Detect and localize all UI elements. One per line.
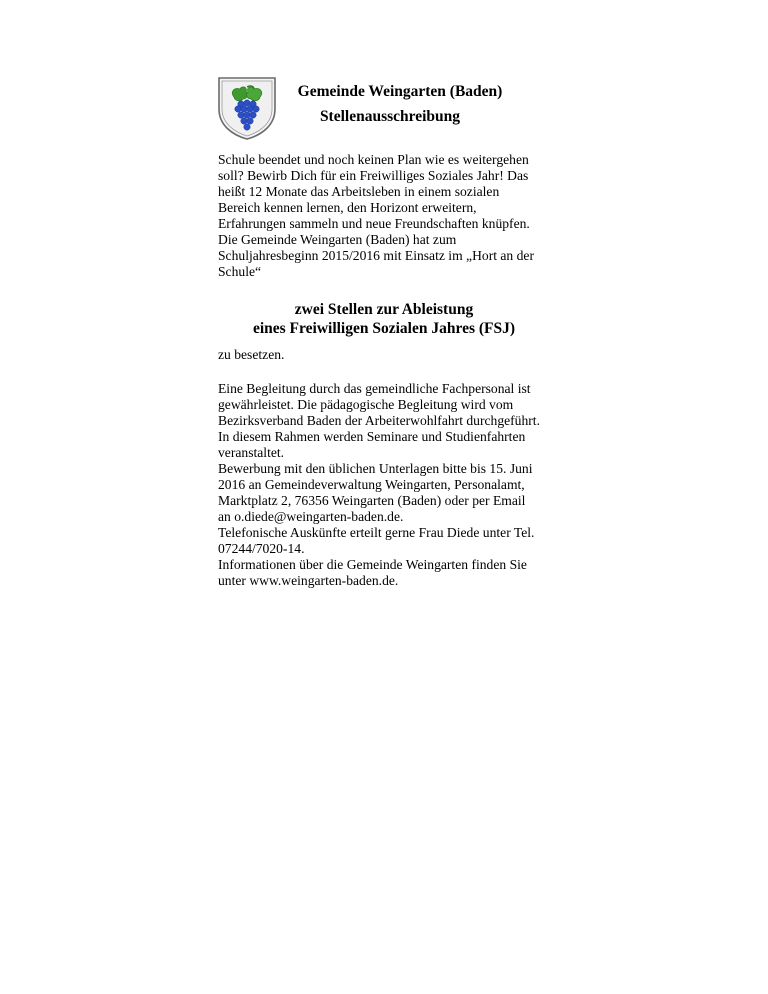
website-info-paragraph: Informationen über die Gemeinde Weingarten finden Sie unter www.weingarten-baden.de.: [218, 557, 527, 588]
application-paragraph: Bewerbung mit den üblichen Unterlagen bitte bis 15. Juni 2016 an Gemeindeverwaltung Weingarten, Personalamt, Marktplatz 2, 76356 Weingarten (Baden) oder per Email an o.diede@weingarten-baden.de.: [218, 461, 533, 524]
intro-section: [218, 152, 540, 280]
grape-coat-of-arms-icon: [216, 75, 278, 141]
job-posting-title: Stellenausschreibung: [319, 108, 461, 125]
positions-heading: [218, 300, 550, 338]
positions-heading-line-1: zwei Stellen zur Ableistung: [294, 301, 474, 318]
positions-heading-line-2: eines Freiwilligen Sozialen Jahres (FSJ): [252, 320, 516, 337]
intro-paragraph: Schule beendet und noch keinen Plan wie es weitergehen soll? Bewirb Dich für ein Freiwilliges Soziales Jahr! Das heißt 12 Monate das Arbeitsleben in einem sozialen Bereich kennen lernen, den Horizont erweitern, Erfahrungen sammeln und neue Freundschaften knüpfen.: [218, 152, 530, 231]
phone-info-paragraph: Telefonische Auskünfte erteilt gerne Frau Diede unter Tel. 07244/7020-14.: [218, 525, 535, 556]
municipality-title: Gemeinde Weingarten (Baden): [297, 83, 503, 100]
details-section: [218, 381, 540, 589]
supervision-paragraph: Eine Begleitung durch das gemeindliche Fachpersonal ist gewährleistet. Die pädagogische Begleitung wird vom Bezirksverband Baden der Arbeiterwohlfahrt durchgeführt. In diesem Rahmen werden Seminare und Studienfahrten veranstaltet.: [218, 381, 540, 460]
intro-offer-paragraph: Die Gemeinde Weingarten (Baden) hat zum Schuljahresbeginn 2015/2016 mit Einsatz im „Hort an der Schule“: [218, 232, 534, 279]
besetzen-text: zu besetzen.: [218, 347, 285, 362]
